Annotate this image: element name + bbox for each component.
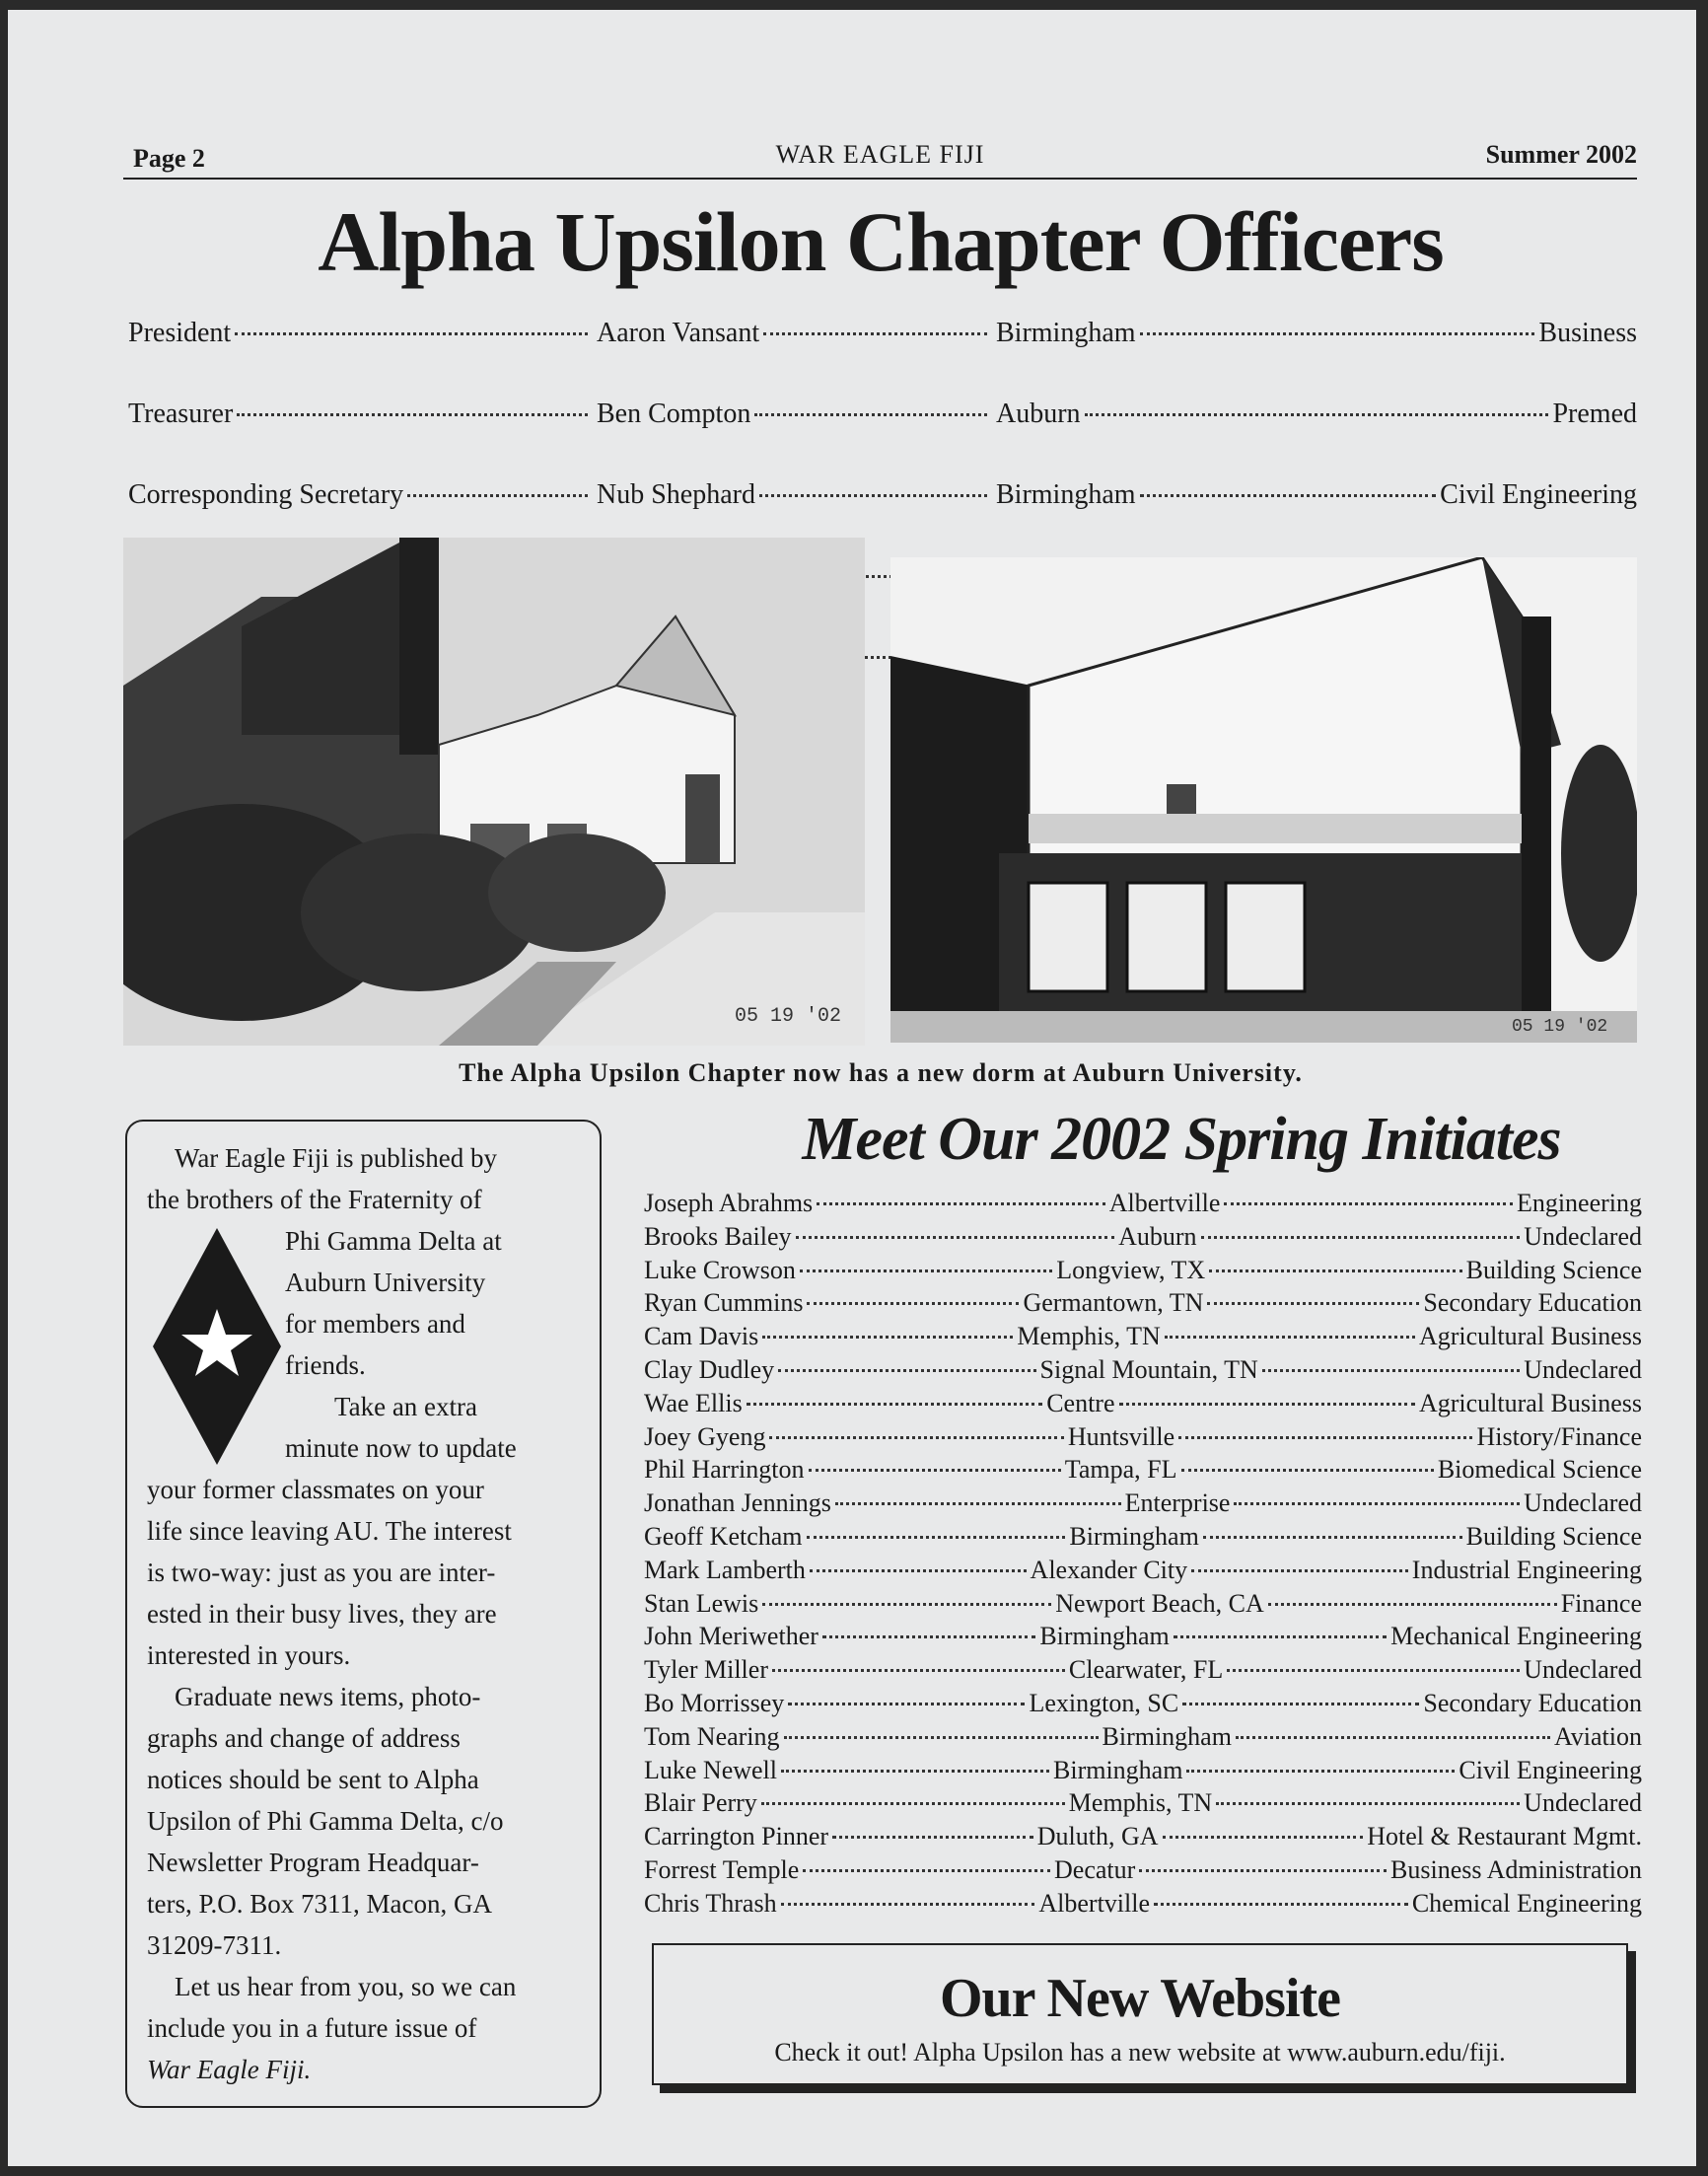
initiate-row [644, 1556, 1642, 1589]
initiate-major: Chemical Engineering [1411, 1888, 1643, 1918]
initiate-name: Mark Lamberth [644, 1555, 806, 1584]
dot-leader [763, 332, 987, 335]
website-text: Check it out! Alpha Upsilon has a new website at www.auburn.edu/fiji. [774, 2038, 1506, 2067]
publisher-info-line: the brothers of the Fraternity of [147, 1185, 482, 1214]
dot-leader [1227, 1669, 1520, 1672]
dot-leader [407, 494, 588, 497]
initiate-row [644, 1822, 1642, 1855]
initiate-name: John Meriwether [644, 1622, 818, 1651]
dorm-photo-left [123, 538, 865, 1046]
publisher-info-line: for members and [285, 1309, 465, 1339]
officer-major: Business [1538, 318, 1637, 348]
dot-leader [762, 1336, 1013, 1339]
initiate-major: Undeclared [1524, 1655, 1642, 1685]
publisher-info-line: Upsilon of Phi Gamma Delta, c/o [147, 1806, 504, 1836]
publisher-info-line: interested in yours. [147, 1640, 351, 1670]
initiate-row [644, 1422, 1642, 1456]
publisher-info-line: Newsletter Program Headquar- [147, 1848, 479, 1877]
initiate-hometown: Birmingham [1102, 1721, 1232, 1751]
dot-leader [1236, 1736, 1550, 1739]
initiate-hometown: Birmingham [1039, 1622, 1170, 1651]
dot-leader [817, 1202, 1105, 1205]
initiate-row [644, 1288, 1642, 1322]
publisher-info-box [125, 1120, 602, 2108]
initiate-name: Carrington Pinner [644, 1822, 829, 1851]
officer-hometown: Birmingham [996, 318, 1136, 348]
initiate-major: Industrial Engineering [1411, 1555, 1642, 1584]
initiate-major: Agricultural Business [1418, 1322, 1642, 1351]
initiate-hometown: Albertville [1108, 1189, 1221, 1217]
initiate-name: Joey Gyeng [644, 1421, 766, 1451]
officers-table [128, 318, 1637, 520]
initiate-row [644, 1488, 1642, 1522]
publisher-info-text [147, 1137, 582, 2090]
dot-leader [781, 1770, 1049, 1773]
initiate-major: Undeclared [1524, 1788, 1642, 1818]
initiates-table [644, 1189, 1642, 1922]
dot-leader [1119, 1403, 1415, 1406]
initiate-name: Cam Davis [644, 1322, 759, 1351]
officer-hometown: Auburn [996, 399, 1081, 429]
dot-leader [810, 1569, 1027, 1572]
initiate-hometown: Enterprise [1124, 1488, 1231, 1518]
publisher-info-line: include you in a future issue of [147, 2013, 477, 2043]
initiate-hometown: Clearwater, FL [1068, 1655, 1224, 1685]
officer-major: Premed [1552, 399, 1637, 429]
initiate-name: Wae Ellis [644, 1388, 743, 1417]
publisher-info-line: Graduate news items, photo- [175, 1682, 481, 1711]
initiate-hometown: Centre [1046, 1388, 1115, 1417]
dot-leader [769, 1436, 1063, 1439]
initiate-row [644, 1222, 1642, 1256]
dot-leader [1201, 1236, 1521, 1239]
dot-leader [809, 1469, 1061, 1472]
initiate-name: Ryan Cummins [644, 1288, 804, 1318]
initiate-major: History/Finance [1476, 1421, 1643, 1451]
initiate-row [644, 1189, 1642, 1222]
initiate-row [644, 1522, 1642, 1556]
dot-leader [762, 1603, 1051, 1606]
initiate-hometown: Alexander City [1030, 1555, 1188, 1584]
initiate-hometown: Lexington, SC [1029, 1688, 1179, 1717]
publisher-info-line: ested in their busy lives, they are [147, 1599, 497, 1629]
initiate-name: Brooks Bailey [644, 1221, 792, 1251]
initiate-hometown: Tampa, FL [1064, 1455, 1177, 1485]
publisher-info-line: War Eagle Fiji. [147, 2055, 312, 2084]
dot-leader [759, 494, 987, 497]
officer-hometown: Birmingham [996, 479, 1136, 510]
initiate-row [644, 1455, 1642, 1488]
officer-row [128, 318, 1637, 358]
dot-leader [747, 1403, 1042, 1406]
dot-leader [1191, 1569, 1408, 1572]
initiate-major: Hotel & Restaurant Mgmt. [1367, 1822, 1642, 1851]
initiate-hometown: Newport Beach, CA [1055, 1588, 1264, 1618]
page-title: Alpha Upsilon Chapter Officers [318, 194, 1444, 289]
initiate-hometown: Longview, TX [1056, 1255, 1206, 1284]
initiate-name: Joseph Abrahms [644, 1189, 814, 1217]
dot-leader [1165, 1336, 1415, 1339]
page-header [123, 128, 1637, 180]
initiate-row [644, 1622, 1642, 1655]
publisher-info-line: War Eagle Fiji is published by [175, 1143, 498, 1173]
initiate-major: Biomedical Science [1437, 1455, 1643, 1485]
officer-name: Aaron Vansant [597, 318, 760, 348]
initiate-hometown: Memphis, TN [1068, 1788, 1213, 1818]
initiate-row [644, 1389, 1642, 1422]
dot-leader [822, 1635, 1035, 1638]
dot-leader [1140, 494, 1437, 497]
dot-leader [237, 413, 588, 416]
dot-leader [788, 1703, 1025, 1705]
initiate-major: Business Administration [1390, 1854, 1643, 1884]
dot-leader [800, 1269, 1052, 1272]
initiates-title: Meet Our 2002 Spring Initiates [802, 1106, 1561, 1173]
initiate-row [644, 1788, 1642, 1822]
initiate-name: Blair Perry [644, 1788, 757, 1818]
initiate-row [644, 1722, 1642, 1756]
initiate-row [644, 1689, 1642, 1722]
photo-caption: The Alpha Upsilon Chapter now has a new dorm at Auburn University. [459, 1058, 1303, 1087]
initiate-hometown: Germantown, TN [1023, 1288, 1204, 1318]
initiate-hometown: Decatur [1054, 1854, 1136, 1884]
initiate-hometown: Birmingham [1069, 1521, 1199, 1551]
initiate-name: Tom Nearing [644, 1721, 780, 1751]
dot-leader [784, 1736, 1099, 1739]
dot-leader [807, 1302, 1019, 1305]
initiate-major: Aviation [1553, 1721, 1642, 1751]
publisher-info-line: your former classmates on your [147, 1475, 484, 1504]
initiate-row [644, 1355, 1642, 1389]
dot-leader [1234, 1502, 1520, 1505]
initiate-name: Tyler Miller [644, 1655, 768, 1685]
initiate-name: Phil Harrington [644, 1455, 805, 1485]
dot-leader [1178, 1436, 1472, 1439]
dot-leader [1174, 1635, 1387, 1638]
initiate-major: Secondary Education [1423, 1288, 1643, 1318]
initiate-major: Secondary Education [1423, 1688, 1643, 1717]
officer-position: Treasurer [128, 399, 234, 429]
dot-leader [1139, 1869, 1387, 1872]
initiate-row [644, 1256, 1642, 1289]
initiate-row [644, 1589, 1642, 1623]
dot-leader [803, 1869, 1050, 1872]
publisher-info-line: 31209-7311. [147, 1930, 282, 1960]
initiate-major: Mechanical Engineering [1390, 1622, 1642, 1651]
publisher-info-line: ters, P.O. Box 7311, Macon, GA [147, 1889, 492, 1919]
officer-position: Corresponding Secretary [128, 479, 404, 510]
dorm-photo-right [890, 557, 1637, 1043]
initiate-name: Forrest Temple [644, 1854, 800, 1884]
initiate-major: Undeclared [1524, 1221, 1643, 1251]
publisher-info-line: minute now to update [285, 1433, 517, 1463]
initiate-name: Geoff Ketcham [644, 1521, 803, 1551]
initiate-major: Civil Engineering [1459, 1755, 1643, 1784]
dot-leader [1186, 1770, 1455, 1773]
initiate-name: Clay Dudley [644, 1354, 775, 1384]
officer-row [128, 399, 1637, 439]
publisher-info-line: is two-way: just as you are inter- [147, 1558, 496, 1587]
initiate-name: Jonathan Jennings [644, 1488, 831, 1518]
dot-leader [1216, 1802, 1520, 1805]
publisher-info-line: notices should be sent to Alpha [147, 1765, 479, 1794]
initiate-major: Engineering [1516, 1189, 1643, 1217]
initiate-hometown: Signal Mountain, TN [1039, 1354, 1258, 1384]
initiate-major: Agricultural Business [1418, 1388, 1642, 1417]
dot-leader [778, 1369, 1035, 1372]
photo-date-stamp: 05 19 '02 [735, 1005, 842, 1028]
initiate-major: Undeclared [1524, 1354, 1643, 1384]
dot-leader [1268, 1603, 1557, 1606]
dot-leader [1224, 1202, 1513, 1205]
initiate-name: Luke Crowson [644, 1255, 796, 1284]
initiate-hometown: Birmingham [1053, 1755, 1183, 1784]
dot-leader [1163, 1836, 1364, 1839]
officer-name: Nub Shephard [597, 479, 755, 510]
officer-row [128, 479, 1637, 520]
initiate-row [644, 1655, 1642, 1689]
initiate-hometown: Duluth, GA [1036, 1822, 1159, 1851]
dot-leader [772, 1669, 1065, 1672]
website-box [652, 1943, 1628, 2085]
dot-leader [1262, 1369, 1520, 1372]
officer-name: Ben Compton [597, 399, 751, 429]
dot-leader [1140, 332, 1535, 335]
dot-leader [781, 1903, 1035, 1906]
dot-leader [796, 1236, 1115, 1239]
dot-leader [835, 1502, 1121, 1505]
publisher-info-line: Auburn University [285, 1268, 486, 1297]
dot-leader [1207, 1302, 1419, 1305]
publisher-info-line: Phi Gamma Delta at [285, 1226, 502, 1256]
initiate-hometown: Albertville [1038, 1888, 1151, 1918]
initiate-major: Finance [1560, 1588, 1643, 1618]
dot-leader [761, 1802, 1065, 1805]
publisher-info-line: Take an extra [334, 1392, 478, 1421]
initiate-name: Luke Newell [644, 1755, 778, 1784]
initiate-major: Undeclared [1524, 1488, 1642, 1518]
newsletter-page [8, 10, 1696, 2166]
dot-leader [235, 332, 588, 335]
publication-name: WAR EAGLE FIJI [775, 140, 985, 169]
dot-leader [807, 1536, 1066, 1539]
dot-leader [1085, 413, 1549, 416]
initiate-row [644, 1322, 1642, 1355]
officer-position: President [128, 318, 232, 348]
page-number: Page 2 [133, 144, 205, 173]
dot-leader [1154, 1903, 1408, 1906]
officer-major: Civil Engineering [1440, 479, 1637, 510]
initiate-name: Bo Morrissey [644, 1688, 785, 1717]
dot-leader [832, 1836, 1033, 1839]
photo-date-stamp: 05 19 '02 [1512, 1017, 1608, 1037]
dot-leader [1203, 1536, 1462, 1539]
publisher-info-line: friends. [285, 1350, 366, 1380]
initiate-hometown: Auburn [1118, 1221, 1197, 1251]
initiate-name: Chris Thrash [644, 1888, 777, 1918]
initiate-major: Building Science [1465, 1521, 1642, 1551]
initiate-name: Stan Lewis [644, 1588, 759, 1618]
dot-leader [1181, 1469, 1434, 1472]
dot-leader [1209, 1269, 1461, 1272]
initiate-row [644, 1756, 1642, 1789]
initiate-major: Building Science [1465, 1255, 1643, 1284]
initiate-hometown: Memphis, TN [1017, 1322, 1161, 1351]
dot-leader [754, 413, 987, 416]
website-title: Our New Website [939, 1968, 1341, 2029]
publisher-info-line: life since leaving AU. The interest [147, 1516, 512, 1546]
initiate-hometown: Huntsville [1067, 1421, 1175, 1451]
publisher-info-line: Let us hear from you, so we can [175, 1972, 517, 2001]
dot-leader [1182, 1703, 1419, 1705]
initiate-row [644, 1889, 1642, 1922]
publisher-info-line: graphs and change of address [147, 1723, 461, 1753]
initiate-row [644, 1855, 1642, 1889]
issue-date: Summer 2002 [1485, 140, 1637, 169]
